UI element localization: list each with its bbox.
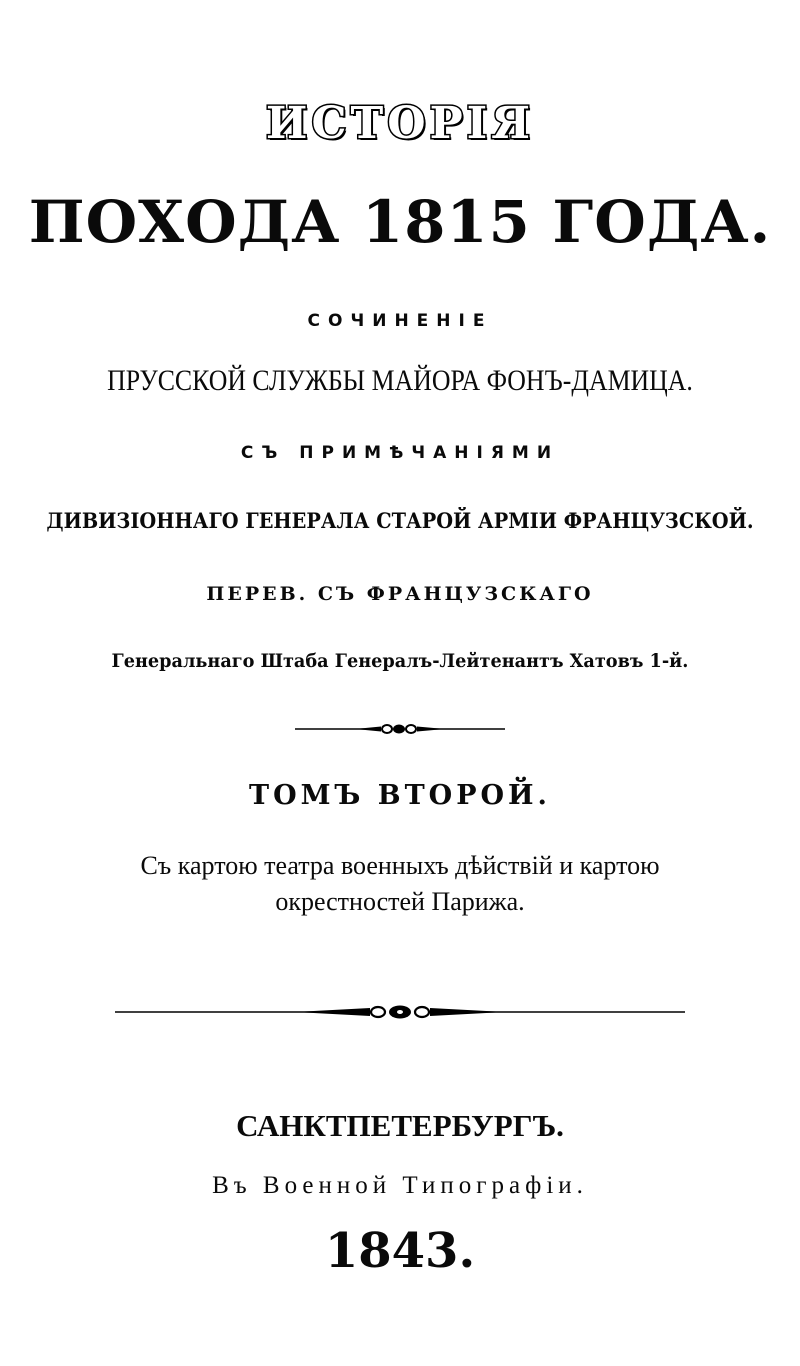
translator-line: Генеральнаго Штаба Генералъ-Лейтенантъ Хатовъ 1-й. bbox=[111, 650, 689, 672]
volume-title: ТОМЪ ВТОРОЙ. bbox=[249, 780, 551, 811]
title-main: ПОХОДА 1815 ГОДА. bbox=[28, 188, 772, 256]
notes-author-line: ДИВИЗІОННАГО ГЕНЕРАЛА СТАРОЙ АРМІИ ФРАНЦУЗСКОЙ. bbox=[46, 508, 754, 533]
city-line: САНКТПЕТЕРБУРГЪ. bbox=[236, 1108, 564, 1143]
notes-heading: СЪ ПРИМѢЧАНІЯМИ bbox=[240, 443, 560, 463]
subtitle-sochinenie: СОЧИНЕНІЕ bbox=[307, 311, 493, 331]
ornamental-rule-bottom bbox=[0, 1003, 800, 1021]
maps-note-line2: окрестностей Парижа. bbox=[275, 887, 525, 916]
title-ornate: ИСТОРІЯ bbox=[265, 98, 535, 149]
ornamental-rule-top bbox=[0, 722, 800, 736]
maps-note-line1: Съ картою театра военныхъ дѣйствій и картою bbox=[140, 851, 660, 880]
author-line: ПРУССКОЙ СЛУЖБЫ МАЙОРА ФОНЪ-ДАМИЦА. bbox=[107, 364, 693, 397]
press-line: Въ Военной Типографіи. bbox=[212, 1172, 588, 1199]
translation-heading: ПЕРЕВ. СЪ ФРАНЦУЗСКАГО bbox=[206, 583, 594, 605]
year-line: 1843. bbox=[324, 1223, 476, 1279]
